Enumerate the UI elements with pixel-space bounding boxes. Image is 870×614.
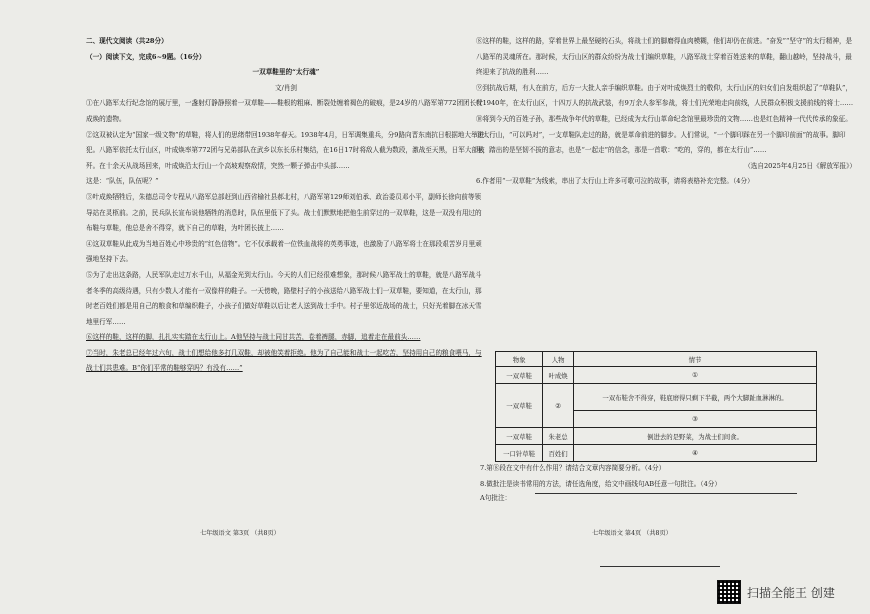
table-cell: ② xyxy=(543,384,574,428)
table-cell: 一双草鞋 xyxy=(496,367,543,384)
paragraph-underlined-b: ⑦当时，朱老总已经年过六旬，战士们想给他多打几双鞋，却被他笑着拒绝。他为了自己能和战士一起吃苦，坚持用自己的粮食喂马，与战士们共患难。B“你们平常的鞋够穿吗？有没有……” xyxy=(86,348,482,373)
right-page xyxy=(476,34,856,190)
table-header: 物象 xyxy=(496,352,543,367)
paragraph-underlined-a: ⑥这样的鞋，这样的脚，扎扎实实踏在太行山上。A他坚持与战士同甘共苦，卷着裤腿，赤脚，追着走在最前头…… xyxy=(86,333,421,342)
answer-line[interactable] xyxy=(535,493,797,494)
table-cell: 一双草鞋 xyxy=(496,384,543,428)
paragraph: ②这双被认定为“国家一级文物”的草鞋，将人们的思绪带回1938年春天。1938年4月，日军调集重兵，分9路向晋东南抗日根据地大举进犯。八路军依托太行山区，叶成焕率第772团与兄弟部队在武乡以东长乐村集结，在16日17时将敌人截为数段，激战至天黑，日军大部被歼。在十余天从战场回来，叶成焕沿太行山一个高坡观察敌情，突然一颗子弹击中头部…… xyxy=(86,130,485,170)
table-cell: 朱老总 xyxy=(543,428,574,445)
section-heading: 二、现代文阅读（共28分） xyxy=(86,37,168,45)
answer-table xyxy=(495,351,817,462)
question-8-label: A句批注： xyxy=(480,494,512,502)
article-title: 一双草鞋里的“太行魂” xyxy=(252,68,320,77)
left-page xyxy=(86,34,486,377)
left-footer: 七年级语文 第3页 （共8页） xyxy=(200,530,280,537)
table-cell: 叶成焕 xyxy=(543,367,574,384)
article-author: 文/肖剑 xyxy=(274,83,297,92)
table-cell: 百姓们 xyxy=(543,445,574,462)
table-cell: ① xyxy=(574,367,817,384)
paragraph: ⑤为了走出这条路，人民军队走过万水千山，从福金光到太行山。今天的人们已经很难想象，那时候八路军战士的草鞋，就是八路军战斗者冬季的高级待遇，只有少数人才能有一双像样的鞋子。一天傍晚，路壁村子的小孩送给八路军战士们一双草鞋，要知道，在太行山，那时老百姓们都是用自己的粮食和草编织鞋子，小孩子们做好草鞋以后让老人送到战士手中。村子里邻近战场的战士，只好光着脚在冰天雪地里行军…… xyxy=(86,270,482,326)
paragraph: ①在八路军太行纪念馆的展厅里，一盏射灯静静照着一双草鞋——鞋根的粗麻、断裂处缠着褐色的破痕，是24岁的八路军第772团团长叶成焕的遗物。 xyxy=(86,99,483,123)
question-8: 8.做批注是读书常用的方法，请任选角度，给文中画线句AB任意一句批注。（4分） xyxy=(480,480,721,488)
right-footer: 七年级语文 第4页 （共8页） xyxy=(592,530,672,537)
watermark-text: 扫描全能王 创建 xyxy=(747,585,835,600)
question-6: 6.作者用“一双草鞋”为线索，串出了太行山上许多可歌可泣的故事，请将表格补充完整。（4分） xyxy=(476,177,754,186)
table-cell: 一口针草鞋 xyxy=(496,445,543,462)
paragraph: 这是：“队伍，队伍呢？” xyxy=(86,177,159,186)
table-header: 人物 xyxy=(543,352,574,367)
table-cell: 一双布鞋舍不得穿，鞋底磨得只剩下半截，两个大脚趾血淋淋的。 xyxy=(574,384,817,411)
paragraph: ⑩将到今天的百姓子孙，那些战争年代的草鞋，已经成为太行山革命纪念馆里最珍贵的文物……也是红色精神一代代传承的象征。 xyxy=(476,114,852,123)
paragraph: ④这双草鞋从此成为当地百姓心中珍贵的“红色信物”。它不仅承载着一位铁血战将的英勇事迹，也激励了八路军将士在那段艰苦岁月里顽强地坚持下去。 xyxy=(86,239,482,264)
table-cell: ④ xyxy=(574,445,817,462)
table-cell: ③ xyxy=(574,411,817,428)
paragraph: ⑨到抗战后期，有人在前方，后方一大批人亲手编织草鞋。由于对叶成焕烈士的敬仰，太行山区的妇女们自发组织起了“草鞋队”，仅1940年，在太行山区，十四万人的抗战武装，有9万余人参军参战，将士们光荣地走向前线，人民群众积极支援前线的将士…… xyxy=(476,83,854,108)
part-heading: （一）阅读下文，完成6~9题。（16分） xyxy=(86,52,206,61)
table-header: 情节 xyxy=(574,352,817,367)
question-7: 7.第⑧段在文中有什么作用？请结合文章内容简要分析。（4分） xyxy=(480,464,666,472)
paragraph: ③叶成焕牺牲后，朱德总司令专程从八路军总部赶到山西省榆社县郝北村，八路军第129师刘伯承、政治委员邓小平，副师长徐向前等领导站在灵柩前。之前，民兵队长宣布说他牺牲的消息时，队伍里低下了头。战士们默默地把他生前穿过的一双草鞋，这是一双没有用过的布鞋与草鞋，他总是舍不得穿，就下自己的草鞋，为叶团长披上…… xyxy=(86,192,482,233)
qr-code-icon xyxy=(717,580,741,604)
table-cell: 倒进去的是野菜，为战士们间食。 xyxy=(574,428,817,445)
paragraph: ⑧这样的鞋，这样的路，穿着世界上最坚硬的石头，将战士们的脚磨得血肉模糊，他们却仍在前进。“奋发”“坚守”的太行精神，是八路军的灵魂所在。那时候，太行山区的群众纷纷为战士们编织草鞋，八路军战士穿着百姓送来的草鞋，翻山越岭，坚持战斗，最终迎来了抗战的胜利…… xyxy=(476,37,853,77)
divider xyxy=(600,566,720,567)
source-note: （选自2025年4月25日《解放军报》） xyxy=(744,161,856,170)
scanner-watermark xyxy=(717,579,835,605)
table-cell: 一双草鞋 xyxy=(496,428,543,445)
paragraph: ⑪太行山，“可以吗对”，一支草鞋队走过的路，就是革命前进的脚步。人们常说，“一个脚印踩在另一个脚印前面”的故事。脚印里，踏出的是坚韧不拔的意志，也是“一起走”的信念，那是一首歌：“吃的，穿的，都在太行山”…… xyxy=(476,130,846,155)
